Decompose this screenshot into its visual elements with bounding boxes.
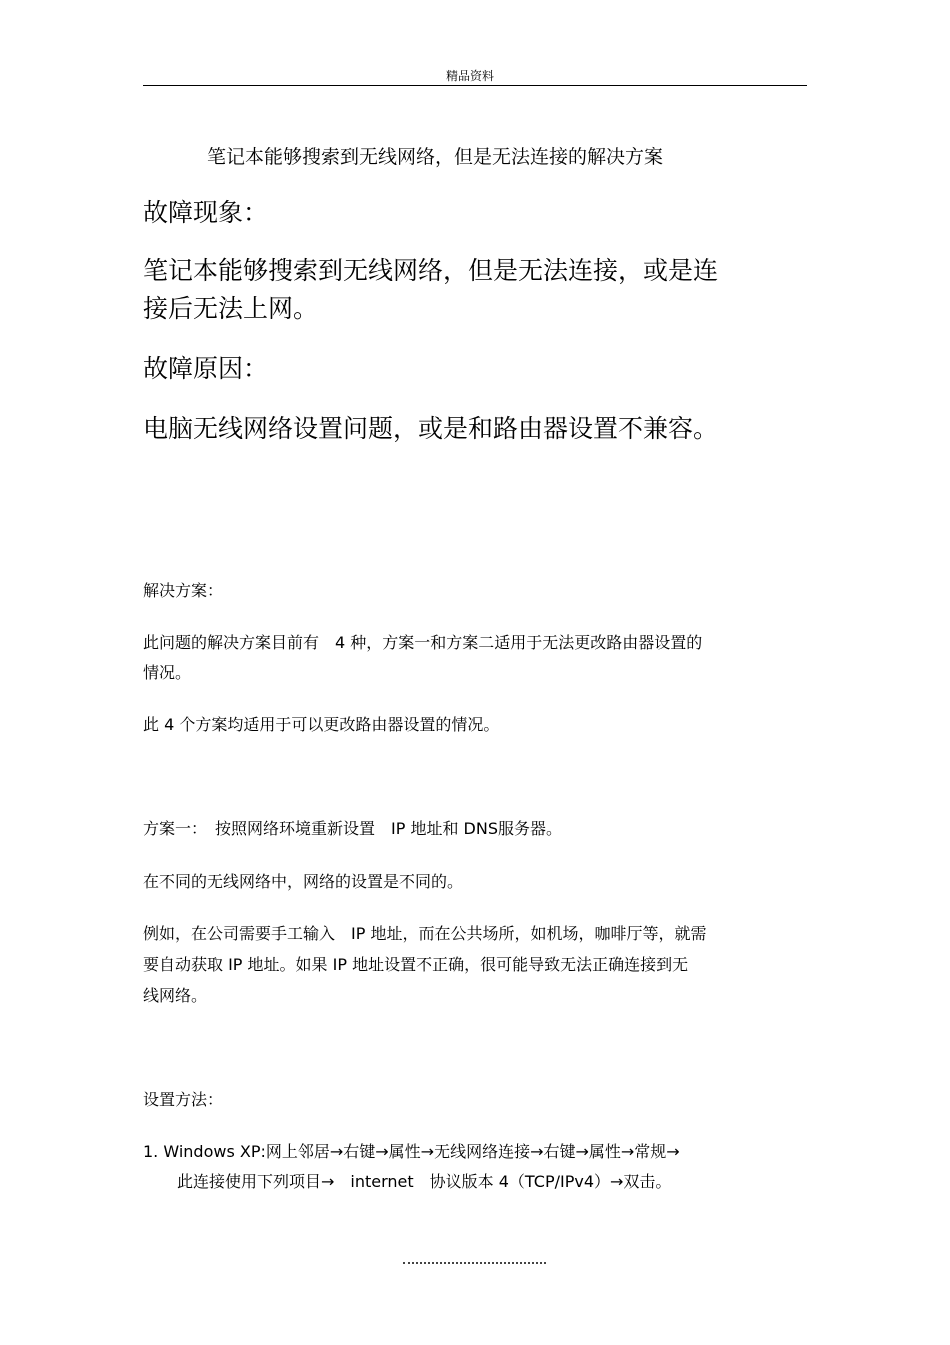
- plan1-paragraph1: 在不同的无线网络中，网络的设置是不同的。: [143, 872, 464, 891]
- solution-intro-line2: 情况。: [143, 663, 192, 682]
- symptom-text-line1: 笔记本能够搜索到无线网络，但是无法连接，或是连: [143, 256, 719, 285]
- symptom-heading: 故障现象：: [143, 198, 269, 227]
- cause-text: 电脑无线网络设置问题，或是和路由器设置不兼容。: [143, 414, 719, 443]
- cause-heading: 故障原因：: [143, 354, 269, 383]
- plan1-heading: 方案一： 按照网络环境重新设置 IP 地址和 DNS服务器。: [143, 819, 562, 838]
- method-heading: 设置方法：: [143, 1090, 224, 1109]
- document-title: 笔记本能够搜索到无线网络，但是无法连接的解决方案: [207, 146, 664, 168]
- solution-intro-line1: 此问题的解决方案目前有 4 种，方案一和方案二适用于无法更改路由器设置的: [143, 633, 703, 652]
- symptom-text-line2: 接后无法上网。: [143, 294, 319, 323]
- page-header-label: 精品资料: [446, 69, 495, 83]
- method-step1-line1: 1. Windows XP:网上邻居→右键→属性→无线网络连接→右键→属性→常规→: [143, 1142, 680, 1161]
- solution-heading: 解决方案：: [143, 581, 224, 600]
- header-divider: [143, 85, 807, 86]
- plan1-paragraph2-line1: 例如，在公司需要手工输入 IP 地址，而在公共场所，如机场，咖啡厅等，就需: [143, 924, 707, 943]
- method-step1-line2: 此连接使用下列项目→ internet 协议版本 4（TCP/IPv4）→双击。: [177, 1172, 672, 1191]
- solution-note: 此 4 个方案均适用于可以更改路由器设置的情况。: [143, 715, 500, 734]
- plan1-paragraph2-line2: 要自动获取 IP 地址。如果 IP 地址设置不正确，很可能导致无法正确连接到无: [143, 955, 689, 974]
- footer-dotted-rule: [403, 1262, 546, 1264]
- plan1-paragraph2-line3: 线网络。: [143, 986, 208, 1005]
